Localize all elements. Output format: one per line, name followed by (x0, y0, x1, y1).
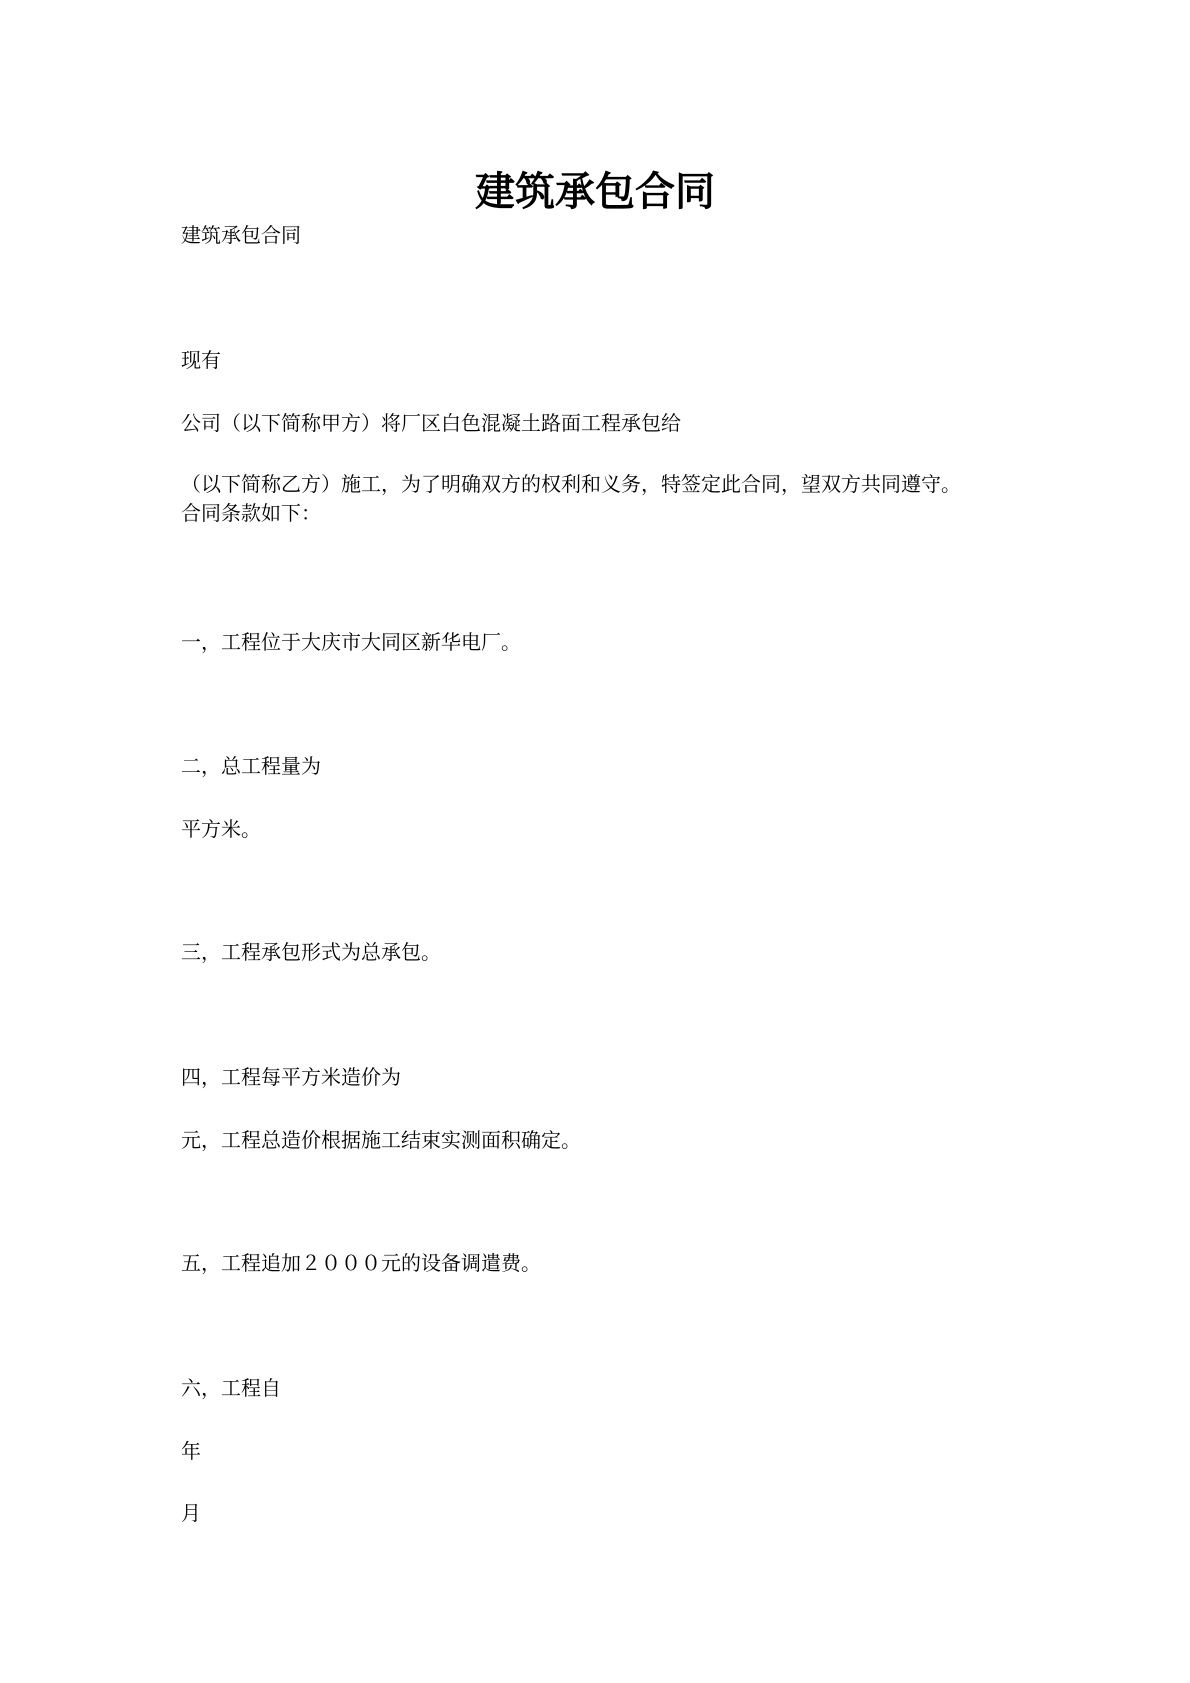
clause-3-contract-form: 三，工程承包形式为总承包。 (181, 940, 441, 964)
clause-6-schedule: 六，工程自 (181, 1376, 281, 1400)
clause-2-quantity: 二，总工程量为 (181, 754, 321, 778)
document-subtitle: 建筑承包合同 (181, 223, 301, 247)
clause-5-equipment-fee: 五，工程追加２０００元的设备调遣费。 (181, 1251, 541, 1275)
clause-6-year: 年 (181, 1439, 201, 1463)
paragraph-xianyou: 现有 (181, 348, 221, 372)
paragraph-party-a: 公司（以下简称甲方）将厂区白色混凝土路面工程承包给 (181, 411, 681, 435)
clause-4-total-price: 元，工程总造价根据施工结束实测面积确定。 (181, 1128, 581, 1152)
clause-6-month: 月 (181, 1501, 201, 1525)
document-title: 建筑承包合同 (475, 168, 715, 215)
paragraph-terms-intro: 合同条款如下： (181, 501, 321, 525)
paragraph-party-b: （以下简称乙方）施工，为了明确双方的权利和义务，特签定此合同，望双方共同遵守。 (181, 472, 961, 496)
clause-4-unit-price: 四，工程每平方米造价为 (181, 1065, 401, 1089)
clause-2-unit: 平方米。 (181, 817, 261, 841)
clause-1-location: 一，工程位于大庆市大同区新华电厂。 (181, 630, 521, 654)
